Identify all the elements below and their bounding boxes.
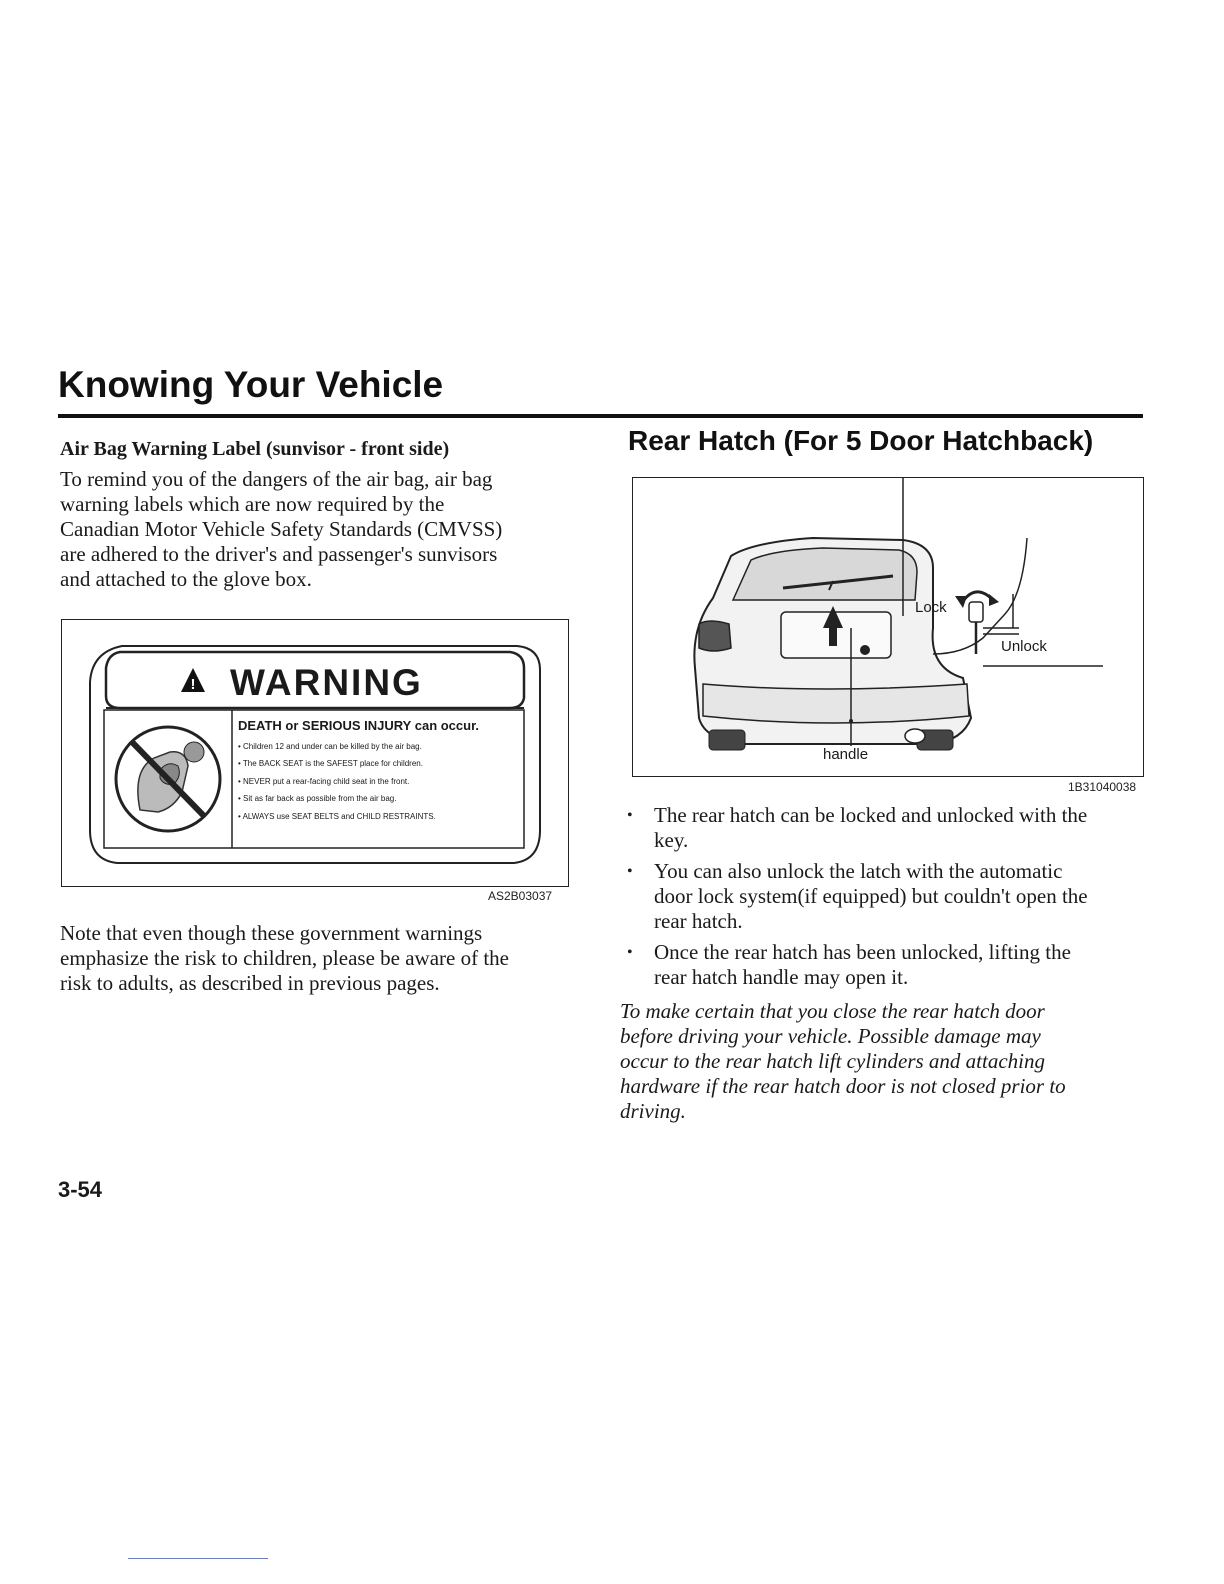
rear-hatch-caution bbox=[620, 999, 1140, 1124]
paragraph-line: warning labels which are now required by the bbox=[60, 492, 445, 516]
bullet-line: The rear hatch can be locked and unlocked with the bbox=[654, 803, 1088, 827]
rear-hatch-bullets bbox=[620, 803, 1142, 996]
rear-hatch-illustration bbox=[633, 478, 1143, 776]
bullet-line: You can also unlock the latch with the automatic bbox=[654, 859, 1063, 883]
bullet-line: rear hatch. bbox=[654, 909, 743, 933]
page-number: 3-54 bbox=[58, 1177, 103, 1202]
warning-item-text: Sit as far back as possible from the air bag. bbox=[243, 794, 397, 803]
caution-line: driving. bbox=[620, 1099, 686, 1123]
bullet-item bbox=[620, 803, 1142, 853]
warning-item: • NEVER put a rear-facing child seat in the front. bbox=[238, 777, 410, 786]
paragraph-line: Note that even though these government warnings bbox=[60, 921, 483, 945]
lock-label: Lock bbox=[915, 599, 947, 616]
airbag-warning-figure bbox=[61, 619, 569, 887]
warning-item: • Children 12 and under can be killed by the air bag. bbox=[238, 742, 422, 751]
warning-headline: DEATH or SERIOUS INJURY can occur. bbox=[238, 718, 480, 733]
caution-line: To make certain that you close the rear hatch door bbox=[620, 999, 1045, 1023]
warning-item: • Sit as far back as possible from the air bag. bbox=[238, 794, 397, 803]
warning-item-text: NEVER put a rear-facing child seat in the front. bbox=[243, 777, 410, 786]
figure-code: AS2B03037 bbox=[488, 889, 553, 903]
bullet-item bbox=[620, 940, 1142, 990]
paragraph-line: To remind you of the dangers of the air bag, air bag bbox=[60, 467, 493, 491]
bullet-icon: • bbox=[627, 944, 633, 961]
bullet-line: rear hatch handle may open it. bbox=[654, 965, 909, 989]
paragraph-line: Canadian Motor Vehicle Safety Standards (CMVSS) bbox=[60, 517, 503, 541]
warning-item: • ALWAYS use SEAT BELTS and CHILD RESTRAINTS. bbox=[238, 812, 436, 821]
bullet-icon: • bbox=[627, 863, 633, 880]
paragraph-line: emphasize the risk to children, please be aware of the bbox=[60, 946, 509, 970]
caution-line: before driving your vehicle. Possible damage may bbox=[620, 1024, 1041, 1048]
caution-line: occur to the rear hatch lift cylinders and attaching bbox=[620, 1049, 1045, 1073]
airbag-note-paragraph bbox=[60, 921, 570, 996]
bullet-line: Once the rear hatch has been unlocked, lifting the bbox=[654, 940, 1071, 964]
bullet-line: key. bbox=[654, 828, 689, 852]
airbag-label-subheading: Air Bag Warning Label (sunvisor - front side) bbox=[60, 438, 450, 460]
bullet-line: door lock system(if equipped) but couldn't open the bbox=[654, 884, 1088, 908]
paragraph-line: are adhered to the driver's and passenger's sunvisors bbox=[60, 542, 498, 566]
bullet-icon: • bbox=[627, 807, 633, 824]
figure-code: 1B31040038 bbox=[1068, 780, 1137, 794]
paragraph-line: risk to adults, as described in previous pages. bbox=[60, 971, 440, 995]
unlock-label: Unlock bbox=[1001, 638, 1047, 655]
no-child-seat-icon bbox=[116, 727, 220, 831]
airbag-intro-paragraph bbox=[60, 467, 560, 592]
bullet-item bbox=[620, 859, 1142, 934]
header-rule bbox=[58, 414, 1143, 418]
svg-text:!: ! bbox=[190, 676, 196, 693]
paragraph-line: and attached to the glove box. bbox=[60, 567, 312, 591]
warning-title: WARNING bbox=[230, 662, 423, 703]
footer-line bbox=[128, 1558, 268, 1559]
warning-item-text: The BACK SEAT is the SAFEST place for children. bbox=[242, 759, 423, 768]
warning-item-text: ALWAYS use SEAT BELTS and CHILD RESTRAINTS. bbox=[242, 812, 436, 821]
handle-label: handle bbox=[823, 746, 869, 763]
rear-hatch-figure bbox=[632, 477, 1144, 777]
warning-triangle-icon bbox=[181, 668, 205, 693]
caution-line: hardware if the rear hatch door is not closed prior to bbox=[620, 1074, 1066, 1098]
warning-item-text: Children 12 and under can be killed by the air bag. bbox=[243, 742, 422, 751]
warning-item: • The BACK SEAT is the SAFEST place for children. bbox=[238, 759, 423, 768]
section-title: Knowing Your Vehicle bbox=[58, 364, 444, 405]
warning-label-illustration bbox=[62, 620, 568, 886]
rear-hatch-heading: Rear Hatch (For 5 Door Hatchback) bbox=[628, 425, 1094, 456]
